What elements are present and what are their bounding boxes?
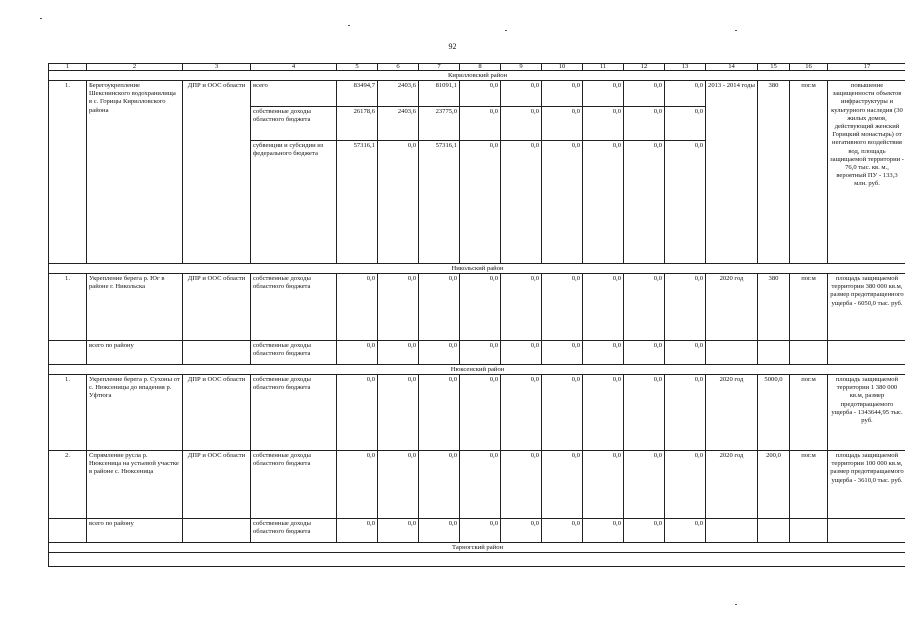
cell-value: 0,0 xyxy=(583,341,624,365)
cell-value: 0,0 xyxy=(624,375,665,451)
unit: пог.м xyxy=(790,375,828,451)
cell-value: 0,0 xyxy=(542,107,583,141)
cell-value: 0,0 xyxy=(583,141,624,264)
table-row xyxy=(49,553,905,567)
measure-name: Укрепление берега р. Юг в районе г. Никольска xyxy=(87,274,183,341)
cell-value: 0,0 xyxy=(624,81,665,107)
executor: ДПР и ООС области xyxy=(183,81,251,264)
cell-value: 0,0 xyxy=(583,375,624,451)
table-row xyxy=(49,519,905,543)
empty-cell xyxy=(828,519,905,543)
empty-cell xyxy=(790,341,828,365)
cell-value: 0,0 xyxy=(337,375,378,451)
executor: ДПР и ООС области xyxy=(183,451,251,519)
cell-value: 0,0 xyxy=(665,375,706,451)
col-header: 2 xyxy=(87,64,183,71)
district-total-label: всего по району xyxy=(87,341,183,365)
executor: ДПР и ООС области xyxy=(183,274,251,341)
funding-source: собственные доходы областного бюджета xyxy=(251,375,337,451)
cell-value: 0,0 xyxy=(542,81,583,107)
cell-value: 2403,6 xyxy=(378,81,419,107)
measure-name: Берегоукрепление Шекснинского водохранилища в с. Горицы Кирилловского района xyxy=(87,81,183,264)
cell-value: 0,0 xyxy=(378,451,419,519)
scan-speck xyxy=(40,18,42,19)
cell-value: 0,0 xyxy=(337,451,378,519)
col-header: 14 xyxy=(706,64,758,71)
page-number: 92 xyxy=(448,42,457,51)
measure-name: Укрепление берега р. Сухоны от с. Нюксеницы до впадения р. Уфтюга xyxy=(87,375,183,451)
table-row xyxy=(49,81,905,107)
cell-value: 26178,6 xyxy=(337,107,378,141)
cell-value: 0,0 xyxy=(542,274,583,341)
executor: ДПР и ООС области xyxy=(183,375,251,451)
empty-cell xyxy=(706,341,758,365)
col-header: 10 xyxy=(542,64,583,71)
unit: пог.м xyxy=(790,274,828,341)
cell-value: 23775,0 xyxy=(419,107,460,141)
unit: пог.м xyxy=(790,81,828,264)
district-heading: Кирилловский район xyxy=(49,71,905,81)
col-header: 17 xyxy=(828,64,905,71)
empty-cell xyxy=(183,341,251,365)
col-header: 16 xyxy=(790,64,828,71)
cell-value: 0,0 xyxy=(542,375,583,451)
cell-value: 0,0 xyxy=(501,141,542,264)
col-header: 9 xyxy=(501,64,542,71)
cell-value: 0,0 xyxy=(501,107,542,141)
cell-value: 0,0 xyxy=(378,375,419,451)
scan-speck xyxy=(348,25,350,26)
cell-value: 0,0 xyxy=(501,341,542,365)
cell-value: 0,0 xyxy=(542,141,583,264)
expected-result: площадь защищаемой территории 380 000 кв.м, размер предотвращенного ущерба - 6050,0 тыс. руб. xyxy=(828,274,905,341)
col-header: 6 xyxy=(378,64,419,71)
cell-value: 2403,6 xyxy=(378,107,419,141)
cell-value: 0,0 xyxy=(583,107,624,141)
expected-result: повышение защищенности объектов инфраструктуры и культурного наследия (30 жилых домов, действующий женский Горицкий монастырь) от негативного воздействия вод, площадь защищаемой территории - 76,0 тыс. кв. м., вероятный ПУ - 133,3 млн. руб. xyxy=(828,81,905,264)
district-total-label: всего по району xyxy=(87,519,183,543)
cell-value: 0,0 xyxy=(337,519,378,543)
district-heading: Тарногский район xyxy=(49,543,905,553)
cell-value: 0,0 xyxy=(419,274,460,341)
cell-value: 0,0 xyxy=(583,81,624,107)
cell-value: 0,0 xyxy=(460,341,501,365)
empty-cell xyxy=(49,553,905,567)
table-row xyxy=(49,375,905,451)
cell-value: 0,0 xyxy=(460,141,501,264)
cell-value: 0,0 xyxy=(501,81,542,107)
empty-cell xyxy=(706,519,758,543)
funding-source: всего xyxy=(251,81,337,107)
period: 2020 год xyxy=(706,451,758,519)
cell-value: 0,0 xyxy=(501,274,542,341)
empty-cell xyxy=(758,341,790,365)
cell-value: 0,0 xyxy=(419,375,460,451)
empty-cell xyxy=(183,519,251,543)
cell-value: 0,0 xyxy=(378,141,419,264)
cell-value: 0,0 xyxy=(665,274,706,341)
cell-value: 57316,1 xyxy=(337,141,378,264)
cell-value: 0,0 xyxy=(624,141,665,264)
row-number: 2. xyxy=(49,451,87,519)
scan-speck xyxy=(505,30,507,31)
cell-value: 83494,7 xyxy=(337,81,378,107)
cell-value: 0,0 xyxy=(378,519,419,543)
cell-value: 0,0 xyxy=(542,519,583,543)
empty-cell xyxy=(49,519,87,543)
period: 2020 год xyxy=(706,375,758,451)
cell-value: 0,0 xyxy=(378,341,419,365)
table-row xyxy=(49,274,905,341)
empty-cell xyxy=(758,519,790,543)
empty-cell xyxy=(828,341,905,365)
cell-value: 0,0 xyxy=(583,451,624,519)
period: 2020 год xyxy=(706,274,758,341)
col-header: 7 xyxy=(419,64,460,71)
cell-value: 0,0 xyxy=(665,451,706,519)
col-header: 4 xyxy=(251,64,337,71)
cell-value: 0,0 xyxy=(665,141,706,264)
cell-value: 0,0 xyxy=(624,274,665,341)
funding-source: субвенции и субсидии из федерального бюджета xyxy=(251,141,337,264)
cell-value: 0,0 xyxy=(624,519,665,543)
col-header: 13 xyxy=(665,64,706,71)
funding-source: собственные доходы областного бюджета xyxy=(251,274,337,341)
cell-value: 0,0 xyxy=(460,274,501,341)
col-header: 5 xyxy=(337,64,378,71)
district-heading: Нюксенский район xyxy=(49,365,905,375)
column-number-row xyxy=(49,64,905,71)
col-header: 11 xyxy=(583,64,624,71)
quantity: 380 xyxy=(758,81,790,264)
cell-value: 0,0 xyxy=(665,519,706,543)
cell-value: 0,0 xyxy=(419,341,460,365)
cell-value: 0,0 xyxy=(460,81,501,107)
cell-value: 0,0 xyxy=(665,81,706,107)
cell-value: 0,0 xyxy=(460,375,501,451)
scan-speck xyxy=(735,604,737,605)
funding-source: собственные доходы областного бюджета xyxy=(251,107,337,141)
col-header: 15 xyxy=(758,64,790,71)
table-row xyxy=(49,341,905,365)
funding-source: собственные доходы областного бюджета xyxy=(251,451,337,519)
expected-result: площадь защищаемой территории 1 380 000 кв.м, размер предотвращаемого ущерба - 1343644,95 тыс. руб. xyxy=(828,375,905,451)
cell-value: 0,0 xyxy=(460,107,501,141)
cell-value: 0,0 xyxy=(337,341,378,365)
quantity: 200,0 xyxy=(758,451,790,519)
period: 2013 - 2014 годы xyxy=(706,81,758,264)
cell-value: 0,0 xyxy=(624,451,665,519)
cell-value: 57316,1 xyxy=(419,141,460,264)
row-number: 1. xyxy=(49,274,87,341)
funding-source: собственные доходы областного бюджета xyxy=(251,519,337,543)
empty-cell xyxy=(790,519,828,543)
cell-value: 0,0 xyxy=(542,451,583,519)
cell-value: 0,0 xyxy=(665,341,706,365)
unit: пог.м xyxy=(790,451,828,519)
expected-result: площадь защищаемой территории 100 000 кв.м, размер предотвращаемого ущерба - 3610,0 тыс. руб. xyxy=(828,451,905,519)
table-row xyxy=(49,451,905,519)
col-header: 1 xyxy=(49,64,87,71)
cell-value: 0,0 xyxy=(624,341,665,365)
col-header: 12 xyxy=(624,64,665,71)
col-header: 8 xyxy=(460,64,501,71)
cell-value: 0,0 xyxy=(460,519,501,543)
scan-speck xyxy=(735,30,737,31)
cell-value: 0,0 xyxy=(419,451,460,519)
cell-value: 0,0 xyxy=(583,519,624,543)
cell-value: 0,0 xyxy=(542,341,583,365)
measure-name: Спрямление русла р. Нюксеница на устьевой участке в районе с. Нюксеница xyxy=(87,451,183,519)
quantity: 5000,0 xyxy=(758,375,790,451)
funding-source: собственные доходы областного бюджета xyxy=(251,341,337,365)
empty-cell xyxy=(49,341,87,365)
district-heading: Никольский район xyxy=(49,264,905,274)
cell-value: 0,0 xyxy=(501,375,542,451)
cell-value: 0,0 xyxy=(460,451,501,519)
cell-value: 0,0 xyxy=(337,274,378,341)
cell-value: 0,0 xyxy=(378,274,419,341)
cell-value: 0,0 xyxy=(583,274,624,341)
cell-value: 0,0 xyxy=(665,107,706,141)
col-header: 3 xyxy=(183,64,251,71)
cell-value: 81091,1 xyxy=(419,81,460,107)
cell-value: 0,0 xyxy=(501,519,542,543)
program-table xyxy=(48,63,905,567)
row-number: 1. xyxy=(49,81,87,264)
cell-value: 0,0 xyxy=(419,519,460,543)
cell-value: 0,0 xyxy=(501,451,542,519)
cell-value: 0,0 xyxy=(624,107,665,141)
row-number: 1. xyxy=(49,375,87,451)
quantity: 380 xyxy=(758,274,790,341)
